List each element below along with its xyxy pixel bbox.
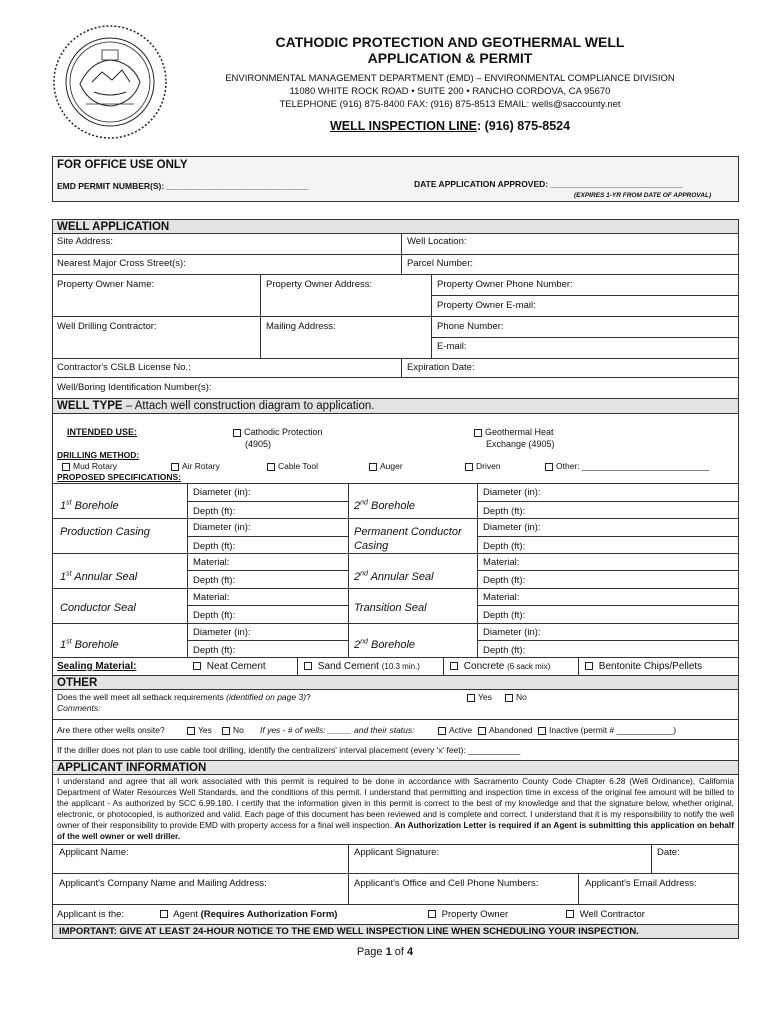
inactive-label: Inactive (permit # ____________) [549, 725, 677, 735]
no-label: No [516, 692, 527, 702]
method-air-rotary[interactable] [171, 461, 220, 471]
office-phone-field[interactable]: Applicant's Office and Cell Phone Numbers: [354, 878, 539, 889]
agent-label: Agent [173, 909, 198, 920]
applicant-property-owner[interactable] [428, 909, 508, 920]
spec-depth-field[interactable]: Depth (ft): [193, 610, 236, 621]
authorization-note: An Authorization Letter is required if an Agent is submitting this application on behalf of the well owner or well driller. [57, 820, 734, 841]
if-yes-label: If yes - # of wells: _____ and their status: [260, 725, 415, 735]
office-use-title: FOR OFFICE USE ONLY [57, 159, 188, 171]
contractor-field[interactable]: Well Drilling Contractor: [57, 321, 157, 332]
spec-depth-field[interactable]: Depth (ft): [193, 645, 236, 656]
cathodic-code: (4905) [245, 439, 272, 449]
checkbox[interactable] [465, 463, 473, 471]
divider [578, 873, 579, 904]
owner-email-field[interactable]: Property Owner E-mail: [437, 300, 536, 311]
setback-question [57, 692, 311, 702]
divider [651, 844, 652, 873]
page-mid: of [391, 946, 408, 958]
spec-row4-right-label: Transition Seal [354, 602, 427, 614]
inspection-label: WELL INSPECTION LINE [329, 119, 477, 133]
divider [578, 657, 579, 675]
divider [52, 483, 739, 484]
status-active[interactable] [438, 725, 472, 735]
contractor-label: Well Contractor [579, 909, 645, 920]
abandoned-label: Abandoned [489, 725, 533, 735]
mailing-address-field[interactable]: Mailing Address: [266, 321, 336, 332]
checkbox[interactable] [171, 463, 179, 471]
divider [431, 295, 739, 296]
spec-diameter-field[interactable]: Diameter (in): [483, 522, 541, 533]
checkbox[interactable] [474, 429, 482, 437]
other-header: OTHER [52, 675, 739, 690]
spec-depth-field[interactable]: Depth (ft): [483, 575, 526, 586]
spec-row2-right-l2: Casing [354, 540, 389, 552]
method-driven[interactable] [465, 461, 501, 471]
status-inactive[interactable] [538, 725, 676, 735]
divider [431, 337, 739, 338]
spec-diameter-field[interactable]: Diameter (in): [483, 487, 541, 498]
divider [52, 904, 739, 905]
applicant-name-field[interactable]: Applicant Name: [59, 847, 129, 858]
checkbox[interactable] [545, 463, 553, 471]
owner-address-field[interactable]: Property Owner Address: [266, 279, 373, 290]
checkbox[interactable] [233, 429, 241, 437]
applicant-agent[interactable] [160, 909, 337, 920]
setback-no[interactable] [505, 692, 527, 702]
checkbox[interactable] [538, 727, 546, 735]
setback-text: Does the well meet all setback requirements [57, 692, 224, 702]
agent-note: (Requires Authorization Form) [200, 909, 338, 920]
spec-diameter-field[interactable]: Diameter (in): [193, 627, 251, 638]
date-field[interactable]: Date: [657, 847, 680, 858]
checkbox[interactable] [267, 463, 275, 471]
certification-paragraph [54, 776, 737, 842]
checkbox[interactable] [478, 727, 486, 735]
sealing-bentonite[interactable] [585, 661, 702, 672]
method-label: Air Rotary [182, 461, 220, 471]
divider [348, 483, 349, 657]
expires-note: (EXPIRES 1-YR FROM DATE OF APPROVAL) [574, 192, 712, 199]
page-current: 1 [385, 946, 392, 958]
site-address-field[interactable]: Site Address: [57, 236, 113, 247]
comments-field[interactable]: Comments: [57, 703, 101, 713]
sealing-bentonite-label: Bentonite Chips/Pellets [598, 661, 703, 672]
spec-row1-right-label: 2nd Borehole [354, 499, 416, 512]
spec-material-field[interactable]: Material: [483, 592, 520, 603]
divider [52, 623, 739, 624]
sealing-sand-label: Sand Cement [317, 661, 379, 672]
divider [477, 501, 739, 502]
checkbox[interactable] [222, 727, 230, 735]
inspection-phone: : (916) 875-8524 [476, 119, 571, 133]
address-line: 11080 WHITE ROCK ROAD • SUITE 200 • RANCHO CORDOVA, CA 95670 [289, 86, 611, 97]
other-wells-yes[interactable] [187, 725, 212, 735]
well-type-instruction: – Attach well construction diagram to application. [122, 400, 375, 412]
page-prefix: Page [356, 946, 386, 958]
divider [348, 844, 349, 904]
well-location-field[interactable]: Well Location: [407, 236, 467, 247]
divider [52, 588, 739, 589]
owner-name-field[interactable]: Property Owner Name: [57, 279, 155, 290]
applicant-email-field[interactable]: Applicant's Email Address: [585, 878, 697, 889]
checkbox[interactable] [505, 694, 513, 702]
boring-id-field[interactable]: Well/Boring Identification Number(s): [57, 382, 212, 393]
spec-depth-field[interactable]: Depth (ft): [483, 645, 526, 656]
sealing-neat-label: Neat Cement [206, 661, 266, 672]
contact-line: TELEPHONE (916) 875-8400 FAX: (916) 875-8513 EMAIL: wells@saccounty.net [279, 99, 621, 110]
setback-yes[interactable] [467, 692, 492, 702]
spec-depth-field[interactable]: Depth (ft): [483, 506, 526, 517]
contractor-phone-field[interactable]: Phone Number: [437, 321, 504, 332]
divider [52, 274, 739, 275]
spec-depth-field[interactable]: Depth (ft): [193, 506, 236, 517]
status-abandoned[interactable] [478, 725, 533, 735]
cslb-license-field[interactable]: Contractor's CSLB License No.: [57, 362, 191, 373]
divider [187, 501, 348, 502]
method-label: Cable Tool [278, 461, 319, 471]
spec-row4-left-label: Conductor Seal [60, 602, 136, 614]
form-title-line1: CATHODIC PROTECTION AND GEOTHERMAL WELL [275, 34, 625, 50]
cathodic-label: Cathodic Protection [244, 427, 323, 437]
spec-depth-field[interactable]: Depth (ft): [483, 541, 526, 552]
spec-diameter-field[interactable]: Diameter (in): [193, 487, 251, 498]
method-cable-tool[interactable] [267, 461, 318, 471]
company-field[interactable]: Applicant's Company Name and Mailing Address: [59, 878, 267, 889]
yes-label: Yes [198, 725, 212, 735]
checkbox[interactable] [369, 463, 377, 471]
method-auger[interactable] [369, 461, 403, 471]
spec-material-field[interactable]: Material: [193, 557, 230, 568]
method-other[interactable] [545, 461, 710, 471]
wells-count-field[interactable] [260, 725, 415, 735]
sealing-sand-cement[interactable] [304, 661, 420, 672]
divider [52, 657, 739, 658]
applicant-header: APPLICANT INFORMATION [52, 760, 739, 775]
date-approved-field[interactable]: DATE APPLICATION APPROVED: ____________________________ [414, 179, 683, 189]
sealing-neat-cement[interactable] [193, 661, 266, 672]
sealing-concrete-label: Concrete [463, 661, 505, 672]
method-label: Mud Rotary [73, 461, 117, 471]
spec-material-field[interactable]: Material: [193, 592, 230, 603]
method-label: Driven [476, 461, 501, 471]
permit-number-field[interactable]: EMD PERMIT NUMBER(S): ______________________________ [57, 181, 309, 191]
contractor-email-field[interactable]: E-mail: [437, 341, 467, 352]
well-type-header [52, 398, 739, 414]
spec-depth-field[interactable]: Depth (ft): [193, 541, 236, 552]
well-application-header: WELL APPLICATION [52, 219, 739, 234]
department-line: ENVIRONMENTAL MANAGEMENT DEPARTMENT (EMD) – ENVIRONMENTAL COMPLIANCE DIVISION [225, 73, 675, 84]
spec-row3-left-label: 1st Annular Seal [60, 570, 138, 583]
checkbox[interactable] [187, 727, 195, 735]
certification-text: I understand and agree that all work associated with this permit is required to be done in accordance with Sacramento County Code Chapter 6.28 (Well Ordinance), California Department of Water Resources Well Standards, and the conditions of this permit. I understand that permitting and inspection time in excess of the original fee amount will be billed to the applicant - As authorized by SCC 6.99.180. I certify that the information given in this permit is correct to the best of my knowledge and that the signature below, whether original, electronic, or photocopied, is authorized and valid. Each page of this document has been reviewed and is complete and correct. I understand that it is my responsibility to notify the well owner of their responsibility to provide EMD with property access for a final well inspection. [57, 776, 734, 830]
checkbox[interactable] [467, 694, 475, 702]
spec-diameter-field[interactable]: Diameter (in): [193, 522, 251, 533]
sealing-material-label: Sealing Material: [57, 661, 137, 672]
checkbox[interactable] [566, 910, 574, 918]
spec-row3-right-label: 2nd Annular Seal [354, 570, 434, 583]
setback-qmark: ? [306, 692, 311, 702]
geothermal-label: Geothermal Heat [485, 427, 554, 437]
geothermal-option[interactable] [474, 426, 555, 450]
divider [401, 234, 402, 254]
spec-row2-right-l1: Permanent Conductor [354, 526, 462, 538]
applicant-is-label: Applicant is the: [57, 909, 125, 920]
centralizers-field[interactable]: If the driller does not plan to use cable tool drilling, identify the centralizers' interval placement (every 'x' feet): ___________ [57, 745, 521, 755]
method-label: Other: ___________________________ [556, 461, 710, 471]
method-mud-rotary[interactable] [62, 461, 117, 471]
divider [52, 316, 739, 317]
page-number [0, 946, 770, 958]
spec-row2-right-label [351, 523, 465, 555]
sealing-concrete-note: (6 sack mix) [507, 662, 551, 671]
sealing-concrete[interactable] [450, 661, 550, 672]
cathodic-option[interactable] [233, 426, 323, 450]
checkbox[interactable] [438, 727, 446, 735]
divider [52, 873, 739, 874]
well-type-title: WELL TYPE [57, 400, 123, 412]
cross-street-field[interactable]: Nearest Major Cross Street(s): [57, 258, 186, 269]
applicant-well-contractor[interactable] [566, 909, 645, 920]
divider [297, 657, 298, 675]
spec-diameter-field[interactable]: Diameter (in): [483, 627, 541, 638]
inspection-line [190, 119, 710, 133]
checkbox[interactable] [428, 910, 436, 918]
county-seal-logo [50, 22, 170, 142]
divider [443, 657, 444, 675]
setback-ref: (identified on page 3) [226, 692, 307, 702]
form-title-line2: APPLICATION & PERMIT [367, 50, 533, 66]
expiration-date-field[interactable]: Expiration Date: [407, 362, 475, 373]
divider [52, 719, 739, 720]
drilling-method-label: DRILLING METHOD: [57, 450, 140, 460]
spec-row1-left-label: 1st Borehole [60, 499, 119, 512]
owner-label: Property Owner [441, 909, 509, 920]
spec-row5-right-label: 2nd Borehole [354, 638, 416, 651]
checkbox[interactable] [585, 662, 593, 670]
important-notice: IMPORTANT: GIVE AT LEAST 24-HOUR NOTICE TO THE EMD WELL INSPECTION LINE WHEN SCHEDULING YOUR INSPECTION. [52, 924, 739, 939]
yes-label: Yes [478, 692, 492, 702]
checkbox[interactable] [62, 463, 70, 471]
owner-phone-field[interactable]: Property Owner Phone Number: [437, 279, 573, 290]
divider [52, 358, 739, 359]
other-wells-question: Are there other wells onsite? [57, 725, 165, 735]
geothermal-code: Exchange (4905) [486, 439, 555, 449]
method-label: Auger [380, 461, 403, 471]
checkbox[interactable] [193, 662, 201, 670]
divider [52, 739, 739, 740]
divider [52, 254, 739, 255]
parcel-number-field[interactable]: Parcel Number: [407, 258, 473, 269]
divider [401, 358, 402, 377]
page-total: 4 [407, 946, 414, 958]
active-label: Active [449, 725, 473, 735]
no-label: No [233, 725, 244, 735]
applicant-signature-field[interactable]: Applicant Signature: [354, 847, 440, 858]
checkbox[interactable] [160, 910, 168, 918]
divider [187, 536, 348, 537]
divider [52, 377, 739, 378]
spec-material-field[interactable]: Material: [483, 557, 520, 568]
spec-depth-field[interactable]: Depth (ft): [193, 575, 236, 586]
divider [52, 518, 739, 519]
checkbox[interactable] [304, 662, 312, 670]
intended-use-label: INTENDED USE: [67, 427, 138, 437]
divider [477, 536, 739, 537]
proposed-specs-label: PROPOSED SPECIFICATIONS: [57, 472, 182, 482]
other-wells-no[interactable] [222, 725, 244, 735]
spec-row2-left-label: Production Casing [60, 526, 150, 538]
divider [401, 254, 402, 274]
checkbox[interactable] [450, 662, 458, 670]
sealing-sand-note: (10.3 min.) [381, 662, 420, 671]
spec-row5-left-label: 1st Borehole [60, 638, 119, 651]
spec-depth-field[interactable]: Depth (ft): [483, 610, 526, 621]
